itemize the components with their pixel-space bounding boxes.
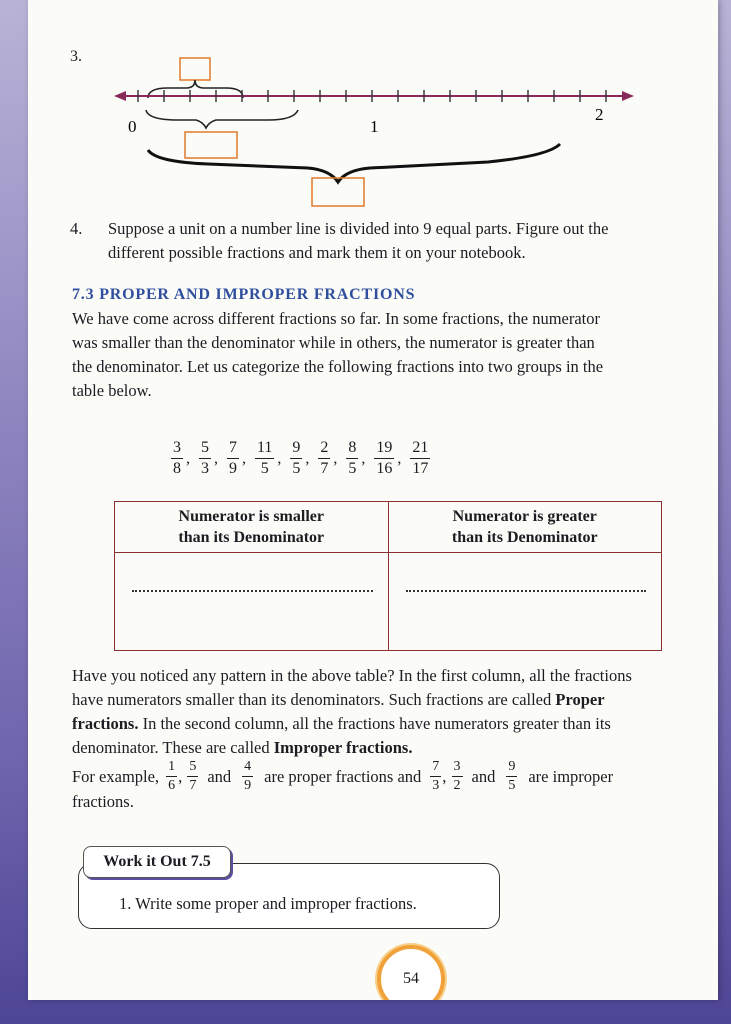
left-arrow: [114, 91, 126, 101]
right-arrow: [622, 91, 634, 101]
fraction-list: $\frac{3}{8}$ , $\frac{5}{3}$ , $\frac{7}{9}$ , $\frac{11}{5}$ , $\frac{9}{5}$ , $\frac{2}{7}$ , $\frac{8}{5}$ , $\frac{19}{16}$ , $\frac{21}{17}$: [173, 439, 429, 477]
table-header-smaller: Numerator is smaller than its Denominator: [115, 502, 389, 553]
fraction-item: $\frac{3}{8}$: [173, 439, 181, 477]
pattern-paragraph: [72, 664, 697, 760]
lower-small-brace: [146, 110, 298, 128]
example-fraction: $\frac{4}{9}$: [244, 759, 252, 793]
intro-line-1: We have come across different fractions so far. In some fractions, the numerator: [72, 309, 600, 328]
label-2: 2: [595, 105, 604, 124]
improper-term: Improper fractions.: [273, 738, 413, 757]
dotted-answer-line: [132, 588, 373, 592]
fraction-item: $\frac{11}{5}$: [257, 439, 273, 477]
label-1: 1: [370, 117, 379, 136]
fraction-item: $\frac{5}{3}$: [201, 439, 209, 477]
example-line-2: fractions.: [72, 792, 134, 811]
pattern-line-1: Have you noticed any pattern in the above table? In the first column, all the fractions: [72, 666, 632, 685]
table-header-greater: Numerator is greater than its Denominator: [388, 502, 662, 553]
fraction-item: $\frac{21}{17}$: [412, 439, 429, 477]
work-it-out-title: Work it Out 7.5: [83, 846, 231, 878]
fraction-item: $\frac{9}{5}$: [292, 439, 301, 477]
example-line-1: For example, $\frac{1}{6}$ , $\frac{5}{7}$ and $\frac{4}{9}$ are proper fractions and $\frac{7}{3}$ , $\frac{3}{2}$ and $\frac{9}{5}$ are improper: [72, 759, 614, 793]
proper-term: Proper: [555, 690, 605, 709]
number-line-figure: [108, 52, 648, 212]
table-cell-greater: [388, 553, 662, 651]
answer-box-top: [180, 58, 210, 80]
label-0: 0: [128, 117, 137, 136]
intro-line-4: table below.: [72, 381, 152, 400]
fraction-item: $\frac{8}{5}$: [348, 439, 357, 477]
large-brace: [148, 144, 560, 182]
question-4-line-1: Suppose a unit on a number line is divided into 9 equal parts. Figure out the: [108, 219, 609, 238]
example-fraction: $\frac{9}{5}$: [508, 759, 516, 793]
table-cell-smaller: [115, 553, 389, 651]
section-heading: 7.3 PROPER AND IMPROPER FRACTIONS: [72, 286, 416, 303]
page-number: 54: [377, 945, 445, 1000]
fraction-category-table: [114, 501, 662, 651]
question-4-text: [108, 217, 698, 265]
fraction-item: $\frac{2}{7}$: [320, 439, 329, 477]
intro-line-3: the denominator. Let us categorize the following fractions into two groups in the: [72, 357, 604, 376]
question-3-number: 3.: [70, 48, 82, 65]
pattern-line-3: fractions. In the second column, all the fractions have numerators greater than its: [72, 714, 611, 733]
example-fraction: $\frac{3}{2}$: [453, 759, 461, 793]
fraction-item: $\frac{7}{9}$: [229, 439, 237, 477]
example-fraction: $\frac{1}{6}$: [168, 759, 176, 793]
pattern-line-2: have numerators smaller than its denominators. Such fractions are called Proper: [72, 690, 605, 709]
work-it-out-item-1: 1. Write some proper and improper fractions.: [119, 894, 417, 913]
example-fraction: $\frac{7}{3}$: [432, 759, 440, 793]
textbook-page: [28, 0, 718, 1000]
fraction-item: $\frac{19}{16}$: [376, 439, 393, 477]
intro-line-2: was smaller than the denominator while in others, the numerator is greater than: [72, 333, 595, 352]
dotted-answer-line: [406, 588, 647, 592]
question-4-number: 4.: [70, 219, 83, 238]
pattern-line-4: denominator. These are called Improper fractions.: [72, 738, 413, 757]
intro-paragraph: [72, 307, 697, 403]
answer-box-middle: [185, 132, 237, 158]
example-fraction: $\frac{5}{7}$: [189, 759, 197, 793]
proper-term-2: fractions.: [72, 714, 139, 733]
question-4-line-2: different possible fractions and mark them it on your notebook.: [108, 243, 526, 262]
